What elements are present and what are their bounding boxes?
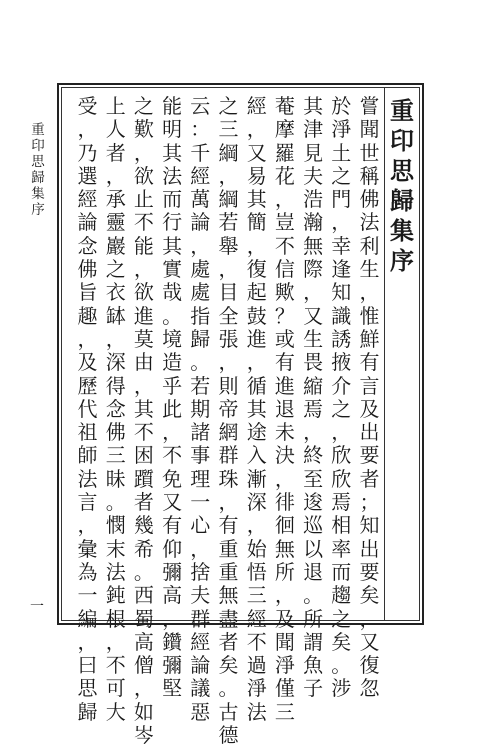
text-column: 受 ， 乃 選 經 論 念 佛 旨 趣 ， 及 歷 代 祖 師 法 言 ， 彙 為 一 編 ， 曰 思 歸 (77, 94, 98, 724)
text-column: 之 歎 ， 欲 止 不 能 ， 欲 進 莫 由 ， 其 不 困 躓 者 幾 希 。 西 蜀 高 僧 ， 如 岑 (133, 94, 154, 747)
page-number: 一 (30, 599, 44, 615)
text-column: 之 三 綱 ， 綱 若 舉 ， 目 全 張 ， 則 帝 網 群 珠 ， 有 重 重 無 盡 者 矣 。 古 德 (218, 94, 239, 747)
text-column: 上 人 者 ， 承 靈 巖 之 衣 缽 ， 深 得 念 佛 三 昧 。 憫 末 法 鈍 根 ， 不 可 大 (105, 94, 126, 724)
text-column: 其 津 見 夫 浩 瀚 無 際 ， 又 生 畏 縮 焉 ， 終 至 逡 巡 以 退 。 所 謂 魚 子 (303, 94, 324, 701)
heading-divider (384, 87, 385, 621)
running-title: 重 印 思 歸 集 序 (31, 122, 45, 218)
text-column: 云 ： 千 經 萬 論 ， 處 處 指 歸 。 若 期 諸 事 理 一 心 ， 捨 夫 群 經 論 議 惡 (190, 94, 211, 724)
text-column: 能 明 其 法 而 行 其 實 哉 。 境 造 乎 此 ， 不 免 又 有 仰 彌 高 ， 鑽 彌 堅 (162, 94, 183, 701)
preface-heading: 重 印 思 歸 集 序 (390, 96, 414, 275)
text-column: 菴 摩 羅 花 ， 豈 不 信 歟 ？ 或 有 進 退 未 決 ， 徘 徊 無 所 ， 及 聞 淨 僅 三 (274, 94, 295, 724)
text-column: 於 淨 土 之 門 ， 幸 逢 知 識 誘 掖 介 之 ， 欣 欣 焉 相 率 而 趨 之 矣 。 涉 (331, 94, 352, 701)
text-column: 經 ， 又 易 其 簡 ， 復 起 鼓 進 ， 循 其 途 入 漸 深 ， 始 悟 三 經 不 過 淨 法 (246, 94, 267, 724)
text-column: 嘗 聞 世 稱 佛 法 利 生 ， 惟 鮮 有 言 及 出 要 者 ； 知 出 要 矣 ， 又 復 忽 (359, 94, 380, 701)
